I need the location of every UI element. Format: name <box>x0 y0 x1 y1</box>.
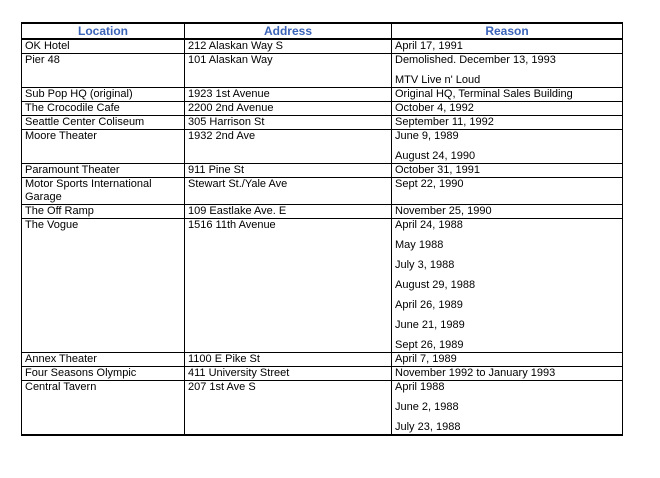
reason-line: August 24, 1990 <box>395 150 476 162</box>
header-row <box>22 23 623 39</box>
reason-cell <box>392 353 623 367</box>
venue-table <box>21 22 623 436</box>
reason-cell <box>392 88 623 102</box>
reason-line: July 3, 1988 <box>395 259 455 271</box>
reason-line: April 26, 1989 <box>395 299 463 311</box>
table-row <box>22 205 623 219</box>
reason-line: April 7, 1989 <box>395 353 457 365</box>
address-cell: 911 Pine St <box>185 164 392 178</box>
address-cell: 1932 2nd Ave <box>185 130 392 164</box>
column-header-address: Address <box>185 23 392 39</box>
location-cell: OK Hotel <box>22 39 185 54</box>
location-cell: The Crocodile Cafe <box>22 102 185 116</box>
address-cell: 109 Eastlake Ave. E <box>185 205 392 219</box>
reason-line: April 17, 1991 <box>395 40 463 52</box>
location-cell: Four Seasons Olympic <box>22 367 185 381</box>
address-cell: 1516 11th Avenue <box>185 219 392 353</box>
reason-cell <box>392 39 623 54</box>
table-row <box>22 39 623 54</box>
reason-cell <box>392 102 623 116</box>
table-row <box>22 164 623 178</box>
reason-line: September 11, 1992 <box>395 116 494 128</box>
location-cell: Paramount Theater <box>22 164 185 178</box>
location-cell: Sub Pop HQ (original) <box>22 88 185 102</box>
table-row <box>22 353 623 367</box>
table-row <box>22 130 623 164</box>
reason-line: November 25, 1990 <box>395 205 492 217</box>
table-row <box>22 116 623 130</box>
reason-line: May 1988 <box>395 239 444 251</box>
reason-cell <box>392 116 623 130</box>
table-row <box>22 219 623 353</box>
location-cell: Pier 48 <box>22 54 185 88</box>
reason-cell <box>392 367 623 381</box>
table-row <box>22 54 623 88</box>
reason-line: October 4, 1992 <box>395 102 474 114</box>
reason-cell <box>392 54 623 88</box>
reason-cell <box>392 178 623 205</box>
location-cell: Moore Theater <box>22 130 185 164</box>
location-cell: Central Tavern <box>22 381 185 436</box>
table-row <box>22 381 623 436</box>
reason-cell <box>392 381 623 436</box>
reason-line: Original HQ, Terminal Sales Building <box>395 88 573 100</box>
reason-cell <box>392 130 623 164</box>
reason-line: MTV Live n' Loud <box>395 74 481 86</box>
location-cell: The Vogue <box>22 219 185 353</box>
column-header-location: Location <box>22 23 185 39</box>
table-row <box>22 88 623 102</box>
column-header-reason: Reason <box>392 23 623 39</box>
address-cell: 1923 1st Avenue <box>185 88 392 102</box>
location-cell: Annex Theater <box>22 353 185 367</box>
table-row <box>22 178 623 205</box>
location-cell: The Off Ramp <box>22 205 185 219</box>
reason-line: June 21, 1989 <box>395 319 465 331</box>
reason-cell <box>392 219 623 353</box>
address-cell: 1100 E Pike St <box>185 353 392 367</box>
reason-line: August 29, 1988 <box>395 279 476 291</box>
reason-cell <box>392 205 623 219</box>
reason-line: November 1992 to January 1993 <box>395 367 556 379</box>
address-cell: 2200 2nd Avenue <box>185 102 392 116</box>
address-cell: 411 University Street <box>185 367 392 381</box>
address-cell: Stewart St./Yale Ave <box>185 178 392 205</box>
address-cell: 212 Alaskan Way S <box>185 39 392 54</box>
reason-line: Sept 26, 1989 <box>395 339 464 351</box>
reason-cell <box>392 164 623 178</box>
address-cell: 101 Alaskan Way <box>185 54 392 88</box>
table-row <box>22 102 623 116</box>
table-row <box>22 367 623 381</box>
reason-line: July 23, 1988 <box>395 421 461 433</box>
reason-line: April 24, 1988 <box>395 219 463 231</box>
address-cell: 305 Harrison St <box>185 116 392 130</box>
table-body <box>22 39 623 435</box>
reason-line: Sept 22, 1990 <box>395 178 464 190</box>
reason-line: April 1988 <box>395 381 445 393</box>
venue-table-container <box>21 22 622 436</box>
reason-line: June 9, 1989 <box>395 130 459 142</box>
location-cell: Motor Sports International Garage <box>22 178 185 205</box>
reason-line: October 31, 1991 <box>395 164 481 176</box>
reason-line: June 2, 1988 <box>395 401 459 413</box>
address-cell: 207 1st Ave S <box>185 381 392 436</box>
location-cell: Seattle Center Coliseum <box>22 116 185 130</box>
reason-line: Demolished. December 13, 1993 <box>395 54 556 66</box>
